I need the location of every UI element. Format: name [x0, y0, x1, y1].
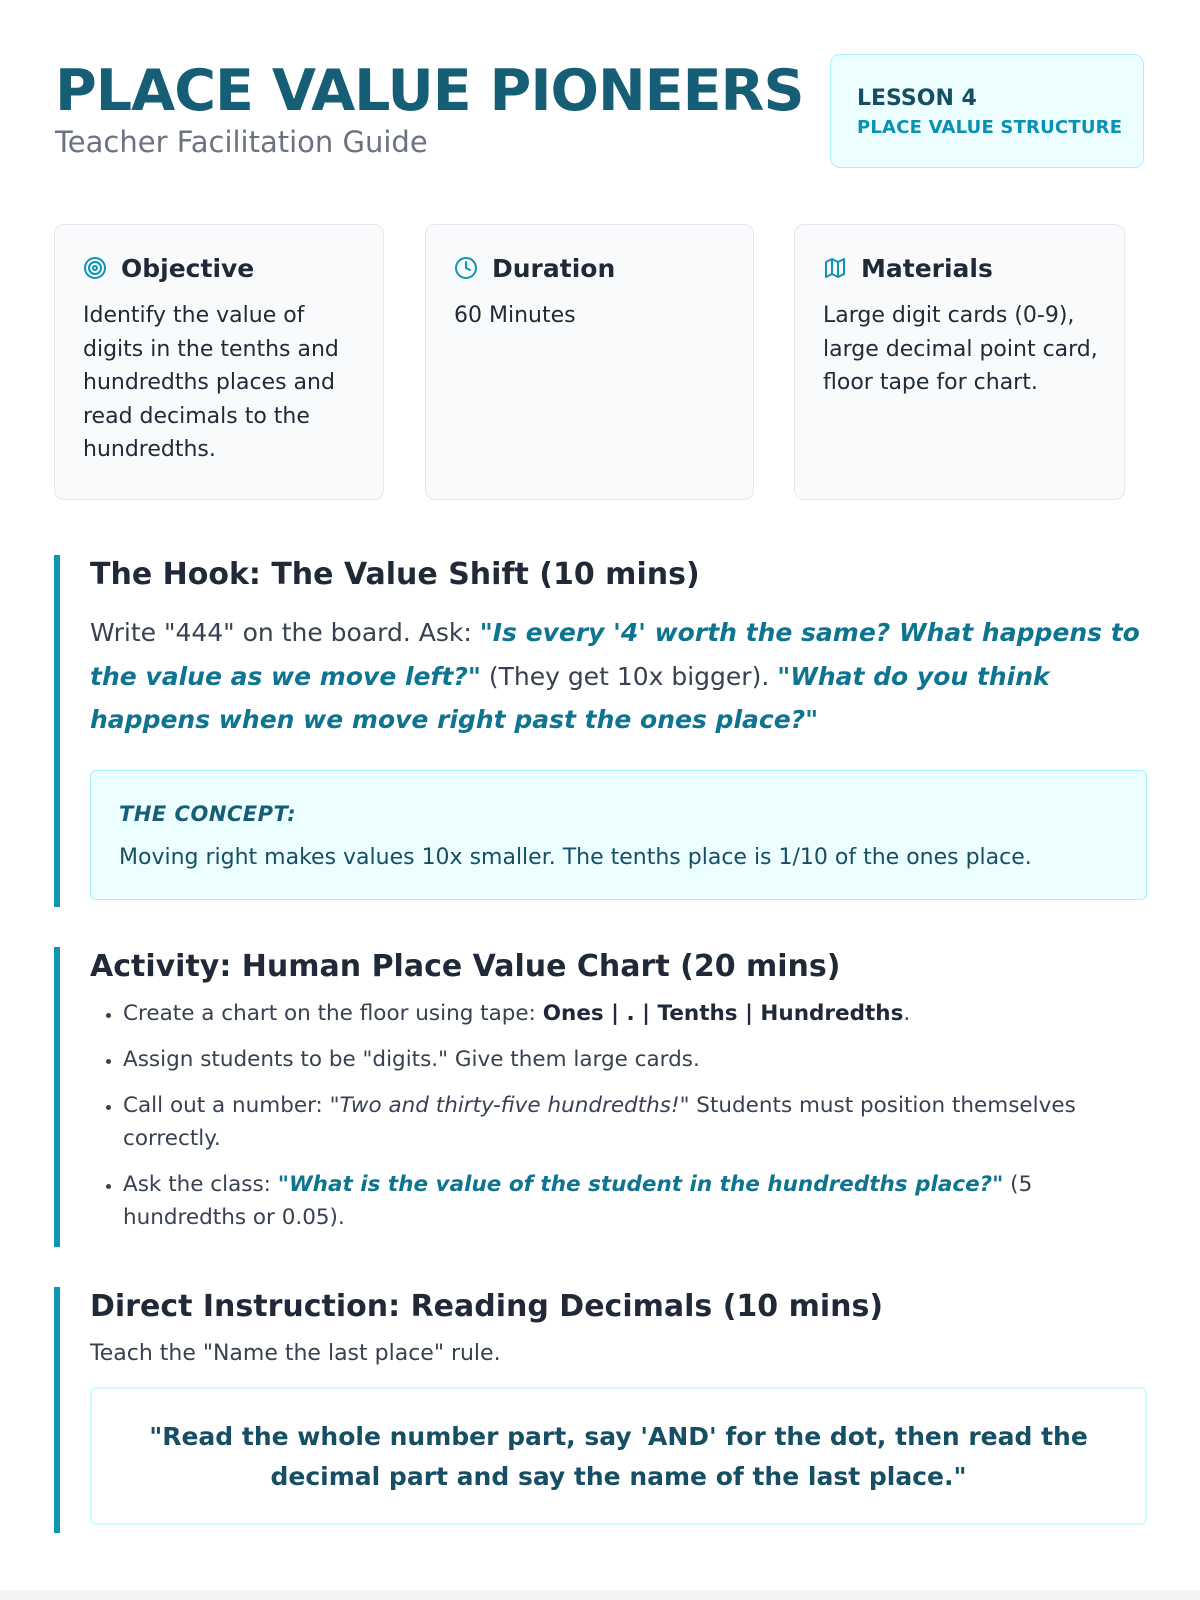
list-item — [123, 1168, 1147, 1234]
lesson-topic: PLACE VALUE STRUCTURE — [857, 117, 1123, 138]
activity-item-3-text: Call out a number: — [123, 1093, 330, 1118]
list-item — [123, 1043, 1147, 1076]
activity-section — [54, 947, 1147, 1247]
activity-item-4-quote: "What is the value of the student in the hundredths place?" — [277, 1172, 1004, 1197]
duration-text: 60 Minutes — [454, 303, 576, 328]
activity-item-3-quote: "Two and thirty-five hundredths!" — [329, 1093, 690, 1118]
hook-section — [54, 555, 1147, 907]
page-footer-bar — [0, 1590, 1200, 1600]
hook-quote-2: "What do you think happens when we move right past the ones place?" — [90, 661, 1050, 734]
hook-text-1: Write "444" on the board. Ask: — [90, 618, 480, 647]
objective-text: Identify the value of digits in the tenths and hundredths places and read decimals to the hundredths. — [83, 303, 339, 462]
activity-item-2-text: Assign students to be "digits." Give them large cards. — [123, 1047, 700, 1072]
duration-title: Duration — [492, 253, 616, 283]
target-icon — [83, 256, 107, 280]
rule-box — [90, 1387, 1147, 1525]
clock-icon — [454, 256, 478, 280]
activity-list — [90, 997, 1147, 1234]
hook-text-2: (They get 10x bigger). — [480, 661, 778, 691]
objective-card — [54, 224, 384, 500]
activity-item-4-end: (5 hundredths or 0.05). — [123, 1172, 1033, 1230]
concept-label: THE CONCEPT: — [119, 801, 297, 826]
activity-item-1-end: . — [903, 1001, 911, 1026]
direct-instruction-title: Direct Instruction: Reading Decimals (10 mins) — [90, 1289, 884, 1324]
chart-columns: Ones | . | Tenths | Hundredths — [542, 1001, 904, 1026]
rule-text: "Read the whole number part, say 'AND' for the dot, then read the decimal part and say the name of the last place." — [149, 1422, 1088, 1491]
materials-title: Materials — [861, 253, 993, 283]
direct-instruction-text: Teach the "Name the last place" rule. — [90, 1341, 501, 1366]
hook-quote-1: "Is every '4' worth the same? What happens to the value as we move left?" — [90, 618, 1140, 691]
hook-paragraph — [90, 611, 1147, 742]
direct-instruction-section — [54, 1287, 1147, 1533]
lesson-number: LESSON 4 — [857, 86, 977, 111]
page-title: PLACE VALUE PIONEERS — [55, 58, 804, 124]
concept-box — [90, 770, 1147, 900]
header — [55, 52, 1147, 172]
hook-title: The Hook: The Value Shift (10 mins) — [90, 557, 700, 592]
list-item — [123, 997, 1147, 1030]
page-subtitle: Teacher Facilitation Guide — [55, 125, 428, 159]
list-item — [123, 1089, 1147, 1155]
materials-text: Large digit cards (0-9), large decimal point card, floor tape for chart. — [823, 303, 1098, 395]
objective-title: Objective — [121, 253, 255, 283]
lesson-badge — [830, 54, 1144, 168]
materials-card — [794, 224, 1125, 500]
activity-item-1-text: Create a chart on the floor using tape: — [123, 1001, 543, 1026]
duration-card — [425, 224, 754, 500]
activity-title: Activity: Human Place Value Chart (20 mins) — [90, 949, 841, 984]
activity-item-4-text: Ask the class: — [123, 1172, 278, 1197]
activity-item-3-end: Students must position themselves correctly. — [123, 1093, 1076, 1151]
concept-text: Moving right makes values 10x smaller. The tenths place is 1/10 of the ones place. — [119, 844, 1032, 870]
map-icon — [823, 256, 847, 280]
